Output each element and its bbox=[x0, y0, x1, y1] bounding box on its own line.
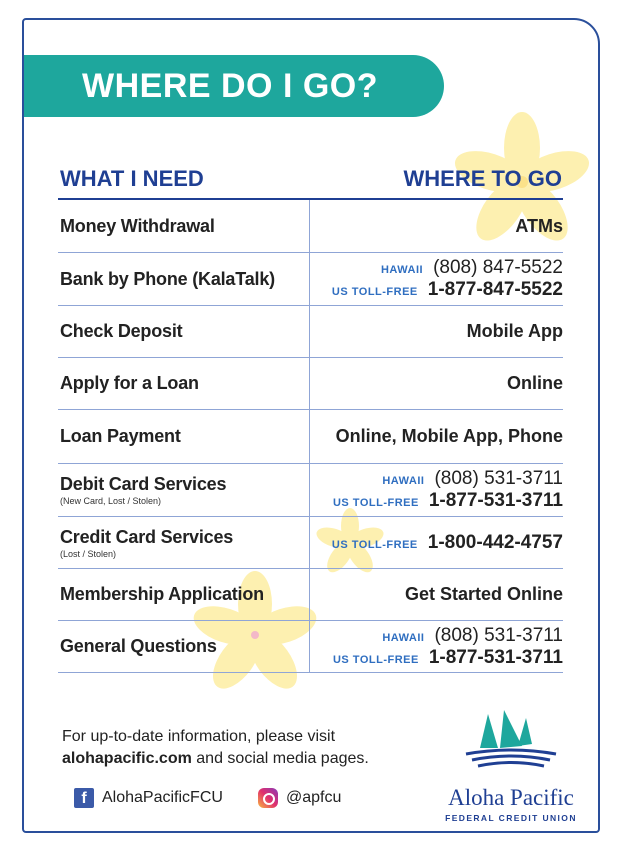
go-link[interactable]: Get Started Online bbox=[404, 584, 563, 604]
need-label: Credit Card Services bbox=[60, 526, 234, 547]
table-row bbox=[58, 464, 563, 517]
facebook-link[interactable] bbox=[74, 788, 223, 808]
need-label: Loan Payment bbox=[60, 426, 181, 446]
need-sublabel: (Lost / Stolen) bbox=[60, 548, 117, 559]
services-table bbox=[58, 198, 563, 673]
title-banner bbox=[24, 55, 444, 117]
phone-number[interactable]: 1-877-847-5522 bbox=[427, 279, 563, 300]
table-row bbox=[58, 306, 563, 358]
phone-number[interactable]: (808) 531-3711 bbox=[434, 624, 563, 646]
aloha-pacific-logo bbox=[436, 710, 586, 823]
page-title: WHERE DO I GO? bbox=[82, 66, 378, 105]
footer-info bbox=[62, 726, 369, 770]
facebook-handle: AlohaPacificFCU bbox=[102, 789, 223, 806]
instagram-link[interactable] bbox=[258, 788, 341, 808]
table-row bbox=[58, 410, 563, 464]
instagram-icon bbox=[258, 788, 278, 808]
table-row bbox=[58, 569, 563, 621]
logo-subtitle: FEDERAL CREDIT UNION bbox=[445, 813, 577, 823]
need-sublabel: (New Card, Lost / Stolen) bbox=[60, 496, 162, 506]
go-link[interactable]: Online bbox=[506, 373, 563, 393]
phone-number[interactable]: (808) 847-5522 bbox=[433, 257, 563, 278]
phone-tag: US TOLL-FREE bbox=[332, 497, 419, 509]
phone-number[interactable]: 1-800-442-4757 bbox=[427, 531, 563, 553]
go-link[interactable]: Mobile App bbox=[466, 321, 563, 341]
phone-tag: US TOLL-FREE bbox=[332, 653, 419, 666]
logo-name: Aloha Pacific bbox=[448, 785, 574, 810]
canoe-sail-icon bbox=[436, 710, 586, 776]
phone-number[interactable]: 1-877-531-3711 bbox=[428, 490, 563, 511]
phone-number[interactable]: 1-877-531-3711 bbox=[428, 646, 563, 668]
phone-tag: HAWAII bbox=[382, 631, 425, 644]
footer-line-2: and social media pages. bbox=[191, 750, 369, 767]
phone-tag: US TOLL-FREE bbox=[331, 286, 418, 298]
table-row bbox=[58, 253, 563, 306]
need-label: Debit Card Services bbox=[60, 474, 227, 494]
need-label: General Questions bbox=[60, 636, 217, 656]
phone-tag: HAWAII bbox=[380, 264, 424, 276]
phone-tag: HAWAII bbox=[382, 475, 425, 487]
need-label: Bank by Phone (KalaTalk) bbox=[60, 268, 275, 289]
table-row bbox=[58, 358, 563, 410]
need-label: Membership Application bbox=[60, 584, 264, 604]
column-header-go: WHERE TO GO bbox=[403, 166, 562, 191]
need-label: Check Deposit bbox=[60, 321, 183, 341]
table-row bbox=[58, 621, 563, 673]
facebook-icon: f bbox=[74, 788, 94, 808]
table-row bbox=[58, 517, 563, 569]
go-link[interactable]: Online, Mobile App, Phone bbox=[335, 426, 563, 446]
need-label: Apply for a Loan bbox=[60, 373, 199, 393]
website-link[interactable]: alohapacific.com bbox=[62, 750, 192, 767]
instagram-handle: @apfcu bbox=[286, 789, 342, 806]
phone-tag: US TOLL-FREE bbox=[331, 538, 418, 551]
phone-number[interactable]: (808) 531-3711 bbox=[434, 468, 563, 489]
need-label: Money Withdrawal bbox=[60, 215, 215, 236]
table-row bbox=[58, 200, 563, 253]
column-header-need: WHAT I NEED bbox=[60, 166, 204, 191]
go-link[interactable]: ATMs bbox=[515, 215, 563, 236]
footer-line-1: For up-to-date information, please visit bbox=[62, 728, 336, 745]
